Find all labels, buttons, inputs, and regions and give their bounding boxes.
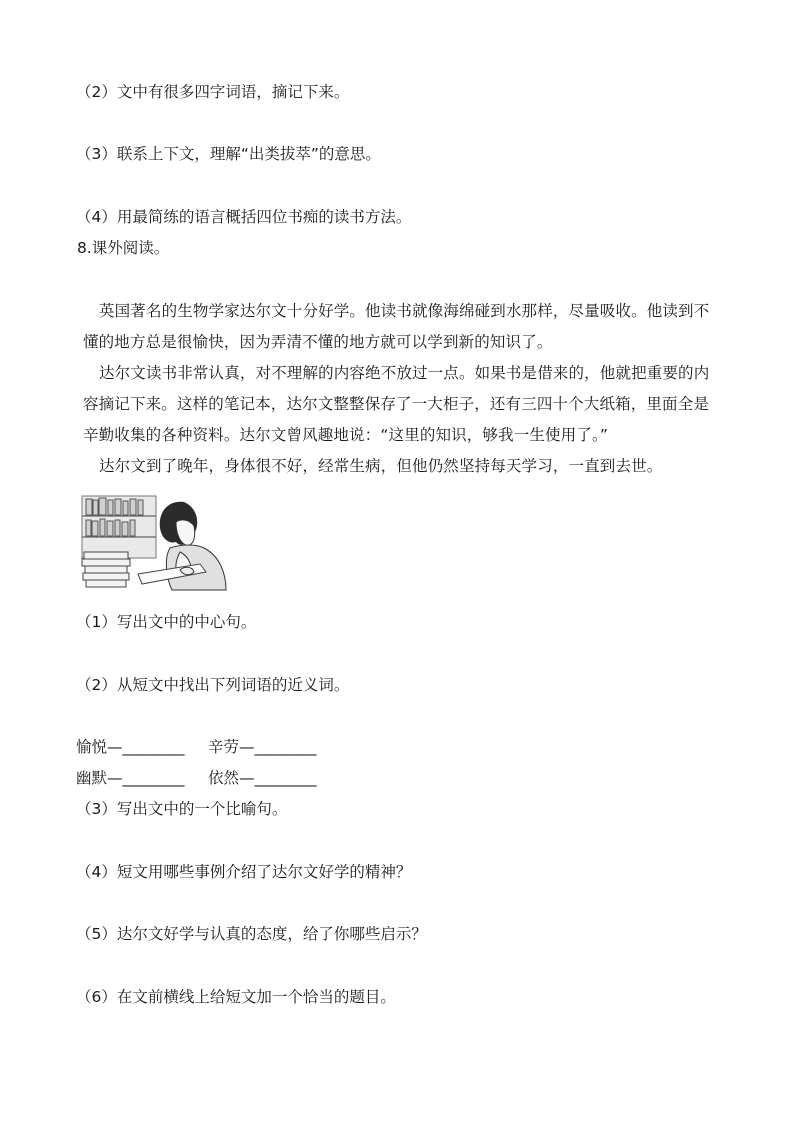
question-4: （4）短文用哪些事例介绍了达尔文好学的精神？ (76, 863, 412, 881)
synonym-blank-1: 愉悦—________ (76, 738, 185, 756)
darwin-reading-illustration (80, 494, 228, 592)
passage-paragraph-1: 英国著名的生物学家达尔文十分好学。他读书就像海绵碰到水那样，尽量吸收。他读到不懂的地方总是很愉快，因为弄清不懂的地方就可以学到新的知识了。 (83, 302, 710, 351)
synonym-blank-4: 依然—________ (208, 769, 317, 787)
question-6: （6）在文前横线上给短文加一个恰当的题目。 (76, 988, 396, 1006)
section-8-heading: 8.课外阅读。 (77, 239, 170, 257)
question-2: （2）从短文中找出下列词语的近义词。 (76, 676, 350, 694)
question-5: （5）达尔文好学与认真的态度，给了你哪些启示？ (76, 925, 427, 943)
passage-paragraph-3: 达尔文到了晚年，身体很不好，经常生病，但他仍然坚持每天学习，一直到去世。 (99, 457, 663, 475)
question-1: （1）写出文中的中心句。 (76, 613, 257, 631)
synonym-blank-2: 辛劳—________ (208, 738, 317, 756)
prev-question-4: （4）用最简练的语言概括四位书痴的读书方法。 (76, 208, 412, 226)
prev-question-2: （2）文中有很多四字词语，摘记下来。 (76, 83, 350, 101)
synonym-blank-3: 幽默—________ (76, 769, 185, 787)
prev-question-3: （3）联系上下文，理解“出类拔萃”的意思。 (76, 145, 381, 163)
passage-paragraph-2: 达尔文读书非常认真，对不理解的内容绝不放过一点。如果书是借来的，他就把重要的内容摘记下来。这样的笔记本，达尔文整整保存了一大柜子，还有三四十个大纸箱，里面全是辛勤收集的各种资料。达尔文曾风趣地说：“这里的知识，够我一生使用了。” (83, 364, 710, 444)
question-3: （3）写出文中的一个比喻句。 (76, 800, 288, 818)
